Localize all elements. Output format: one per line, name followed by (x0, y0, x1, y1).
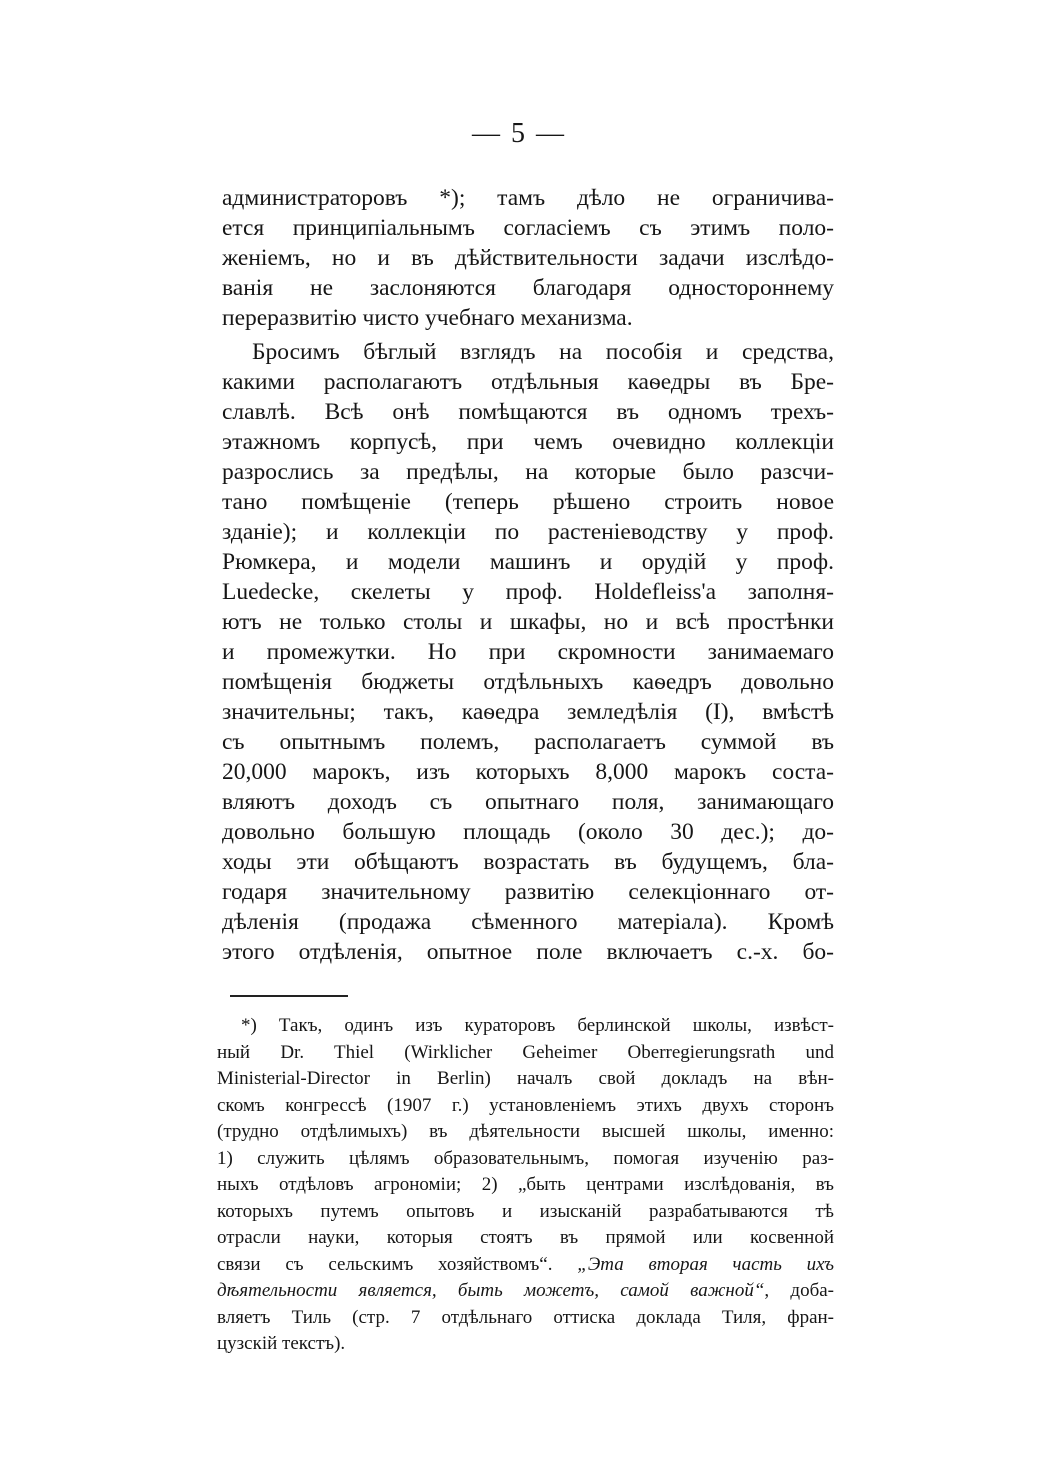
text-line: довольно большую площадь (около 30 дес.); до- (222, 819, 834, 845)
footnote-line: ныхъ отдѣловъ агрономіи; 2) „быть центрами изслѣдованія, въ (217, 1174, 834, 1195)
text-line: съ опытнымъ полемъ, располагаетъ суммой въ (222, 729, 834, 755)
text-line: этого отдѣленія, опытное поле включаетъ с.-х. бо- (222, 939, 834, 965)
text-line: Бросимъ бѣглый взглядъ на пособія и средства, (252, 339, 834, 365)
footnote-line: отрасли науки, которыя стоятъ въ прямой или косвенной (217, 1227, 834, 1248)
text-line: ютъ не только столы и шкафы, но и всѣ простѣнки (222, 609, 834, 635)
text-line: вляютъ доходъ съ опытнаго поля, занимающаго (222, 789, 834, 815)
footnote-line: скомъ конгрессѣ (1907 г.) установленіемъ этихъ двухъ сторонъ (217, 1094, 834, 1116)
footnote-line: которыхъ путемъ опытовъ и изысканій разрабатываются тѣ (217, 1200, 834, 1222)
text-line: зданіе); и коллекціи по растеніеводству у проф. (222, 519, 834, 545)
page-number: — 5 — (472, 118, 566, 149)
text-line: тано помѣщеніе (теперь рѣшено строить новое (222, 489, 834, 515)
footnote-line: цузскій текстъ). (217, 1333, 346, 1354)
footnote-italic-quote: дѣятельности является, быть можетъ, самой важной“ (217, 1280, 765, 1301)
footnote-line: 1) служить цѣлямъ образовательнымъ, помогая изученію раз- (217, 1147, 834, 1169)
footnote-line (217, 1278, 834, 1305)
footnote-text: связи съ сельскимъ хозяйствомъ“. (217, 1253, 553, 1275)
footnote-italic-quote: „Эта вторая часть ихъ (577, 1253, 834, 1275)
footnote-separator (230, 995, 348, 997)
main-text-body (222, 183, 834, 967)
text-line: годаря значительному развитію селекціоннаго от- (222, 879, 834, 905)
text-line: ется принципіальнымъ согласіемъ съ этимъ поло- (222, 215, 834, 241)
text-line: этажномъ корпусѣ, при чемъ очевидно коллекціи (222, 429, 834, 455)
footnote-line: ный Dr. Thiel (Wirklicher Geheimer Oberregierungsrath und (217, 1041, 834, 1063)
text-line: разрослись за предѣлы, на которые было разсчи- (222, 459, 834, 485)
footnote-line: *) Такъ, одинъ изъ кураторовъ берлинской школы, извѣст- (241, 1015, 834, 1036)
text-line: 20,000 марокъ, изъ которыхъ 8,000 марокъ соста- (222, 759, 834, 785)
text-line: славлѣ. Всѣ онѣ помѣщаются въ одномъ трехъ- (222, 399, 834, 425)
footnote-line: Ministerial-Director in Berlin) началъ свой докладъ на вѣн- (217, 1068, 834, 1089)
text-line: Luedecke, скелеты у проф. Holdefleiss'a заполня- (222, 579, 834, 605)
text-line: помѣщенія бюджеты отдѣльныхъ каѳедръ довольно (222, 669, 834, 695)
text-line: ванія не заслоняются благодаря одностороннему (222, 275, 834, 301)
text-line: Рюмкера, и модели машинъ и орудій у проф. (222, 549, 834, 575)
text-line: ходы эти обѣщаютъ возрастать въ будущемъ, бла- (222, 849, 834, 875)
text-line: значительны; такъ, каѳедра земледѣлія (I), вмѣстѣ (222, 699, 834, 725)
text-line: дѣленія (продажа сѣменного матеріала). Кромѣ (222, 909, 834, 935)
text-line: администраторовъ *); тамъ дѣло не ограничива- (222, 185, 834, 211)
footnote-line: (трудно отдѣлимыхъ) въ дѣятельности высшей школы, именно: (217, 1121, 834, 1142)
footnote-text: , доба- (764, 1280, 834, 1301)
footnote (217, 1013, 834, 1358)
text-line: переразвитію чисто учебнаго механизма. (222, 305, 633, 331)
text-line: женіемъ, но и въ дѣйствительности задачи изслѣдо- (222, 245, 834, 271)
text-line: и промежутки. Но при скромности занимаемаго (222, 639, 834, 665)
footnote-line: вляетъ Тиль (стр. 7 отдѣльнаго оттиска доклада Тиля, фран- (217, 1306, 834, 1328)
footnote-line (217, 1252, 834, 1279)
text-line: какими располагаютъ отдѣльныя каѳедры въ Бре- (222, 369, 834, 395)
